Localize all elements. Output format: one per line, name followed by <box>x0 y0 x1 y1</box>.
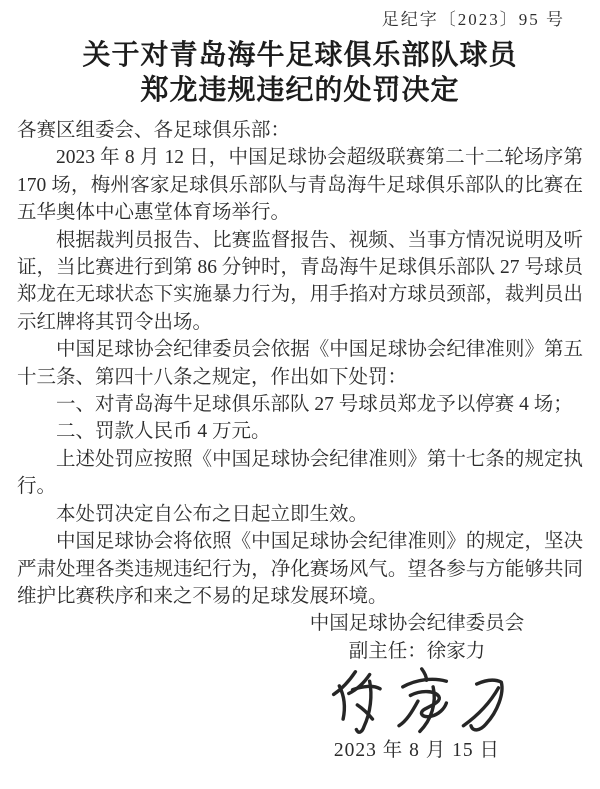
paragraph-execution: 上述处罚应按照《中国足球协会纪律准则》第十七条的规定执行。 <box>17 448 583 498</box>
document-body <box>17 117 583 610</box>
paragraph-penalty-2: 二、罚款人民币 4 万元。 <box>56 421 271 443</box>
signature-block <box>301 610 533 764</box>
paragraph-match-info: 2023 年 8 月 12 日，中国足球协会超级联赛第二十二轮场序第 170 场，梅州客家足球俱乐部队与青岛海牛足球俱乐部队的比赛在五华奥体中心惠堂体育场举行。 <box>17 147 583 224</box>
document-title <box>17 38 583 108</box>
signature-org: 中国足球协会纪律委员会 <box>309 613 525 635</box>
paragraph-incident: 根据裁判员报告、比赛监督报告、视频、当事方情况说明及听证，当比赛进行到第 86 分钟时，青岛海牛足球俱乐部队 27 号球员郑龙在无球状态下实施暴力行为，用手掐对方球员颈部，裁判员出示红牌将其罚令出场。 <box>17 229 583 333</box>
salutation: 各赛区组委会、各足球俱乐部： <box>17 120 291 141</box>
handwritten-signature-xu-jiali <box>324 667 510 739</box>
document-number: 足纪字〔2023〕95 号 <box>381 10 565 29</box>
paragraph-effective: 本处罚决定自公布之日起立即生效。 <box>56 503 369 525</box>
signature-signer-title: 副主任：徐家力 <box>348 640 486 662</box>
signature-date: 2023 年 8 月 15 日 <box>333 740 501 762</box>
paragraph-penalty-1: 一、对青岛海牛足球俱乐部队 27 号球员郑龙予以停赛 4 场； <box>56 394 573 416</box>
paragraph-closing: 中国足球协会将依照《中国足球协会纪律准则》的规定，坚决严肃处理各类违规违纪行为，净化赛场风气。望各参与方能够共同维护比赛秩序和来之不易的足球发展环境。 <box>17 531 583 607</box>
document-title-line1: 关于对青岛海牛足球俱乐部队球员 <box>82 40 518 71</box>
paragraph-legal-basis: 中国足球协会纪律委员会依据《中国足球协会纪律准则》第五十三条、第四十八条之规定，作出如下处罚： <box>17 339 583 388</box>
document-title-line2: 郑龙违规违纪的处罚决定 <box>140 75 460 106</box>
